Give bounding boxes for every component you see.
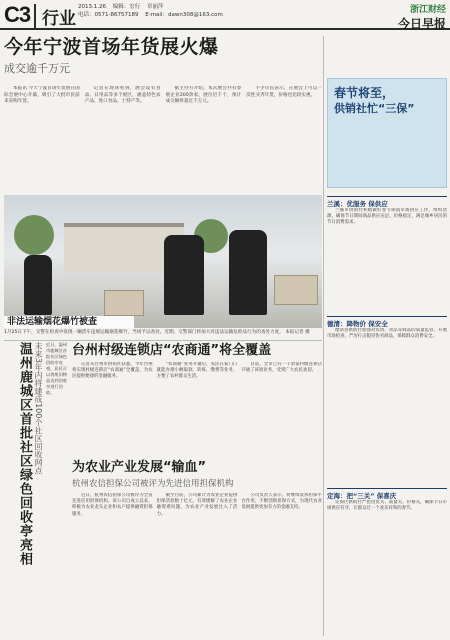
feature-box[interactable] xyxy=(327,78,447,188)
paper-region: 浙江财经 xyxy=(409,5,446,15)
story2-col xyxy=(241,362,322,454)
story1-headline[interactable]: 今年宁波首场年货展火爆 xyxy=(4,36,219,58)
phone: 电话：0571-86757189 xyxy=(78,12,139,18)
opinion-body xyxy=(327,328,447,478)
story3-headline[interactable]: 为农业产业发展“输血” xyxy=(72,460,207,475)
photo-tree xyxy=(14,215,54,255)
editor: 编辑：宏行 xyxy=(112,4,141,10)
opinion-paragraph: 兰溪市供销社积极做好春节期间市场供应工作，组织货源，确保节日期间商品供应充足、价格稳定，满足城乡居民的节日消费需求。 xyxy=(327,208,447,226)
photo-title: 非法运输烟花爆竹被查 xyxy=(4,316,134,328)
story3-paragraph: 近日，杭州农信担保公司被评为全省先进信用担保机构。该公司自成立以来，积极为农业龙头企业和农户提供融资担保服务。 xyxy=(72,493,153,517)
issue-date: 2013.1.26 xyxy=(78,4,106,10)
story-photo xyxy=(4,195,322,328)
section-divider xyxy=(4,340,322,341)
photo-caption: 1月25日下午，交警在检查中发现一辆货车违规运输烟花爆竹，当场予以查处。近期，交警部门将加大对违法运输危险品行为的查处力度。 本报记者 摄 xyxy=(4,330,310,335)
photo-officer xyxy=(229,230,267,315)
opinion-body xyxy=(327,208,447,308)
story3-paragraph: 公司负责人表示，将继续发挥担保平台作用，不断创新担保方式，为现代农业发展提供更加有力的金融支持。 xyxy=(241,493,323,511)
story1-subhead: 成交逾千万元 xyxy=(4,62,70,75)
designer: 章丽萍 xyxy=(147,4,164,10)
paper-brand xyxy=(398,2,446,32)
right-column xyxy=(327,36,447,636)
story2-paragraph: 记者从台州市供销社获悉，今年台州将实现村级连锁店“农商通”全覆盖，为农民提供便捷的金融服务。 xyxy=(72,362,153,380)
story2-body xyxy=(72,362,322,454)
section-name: 行业 xyxy=(34,4,76,29)
story1-header xyxy=(4,36,322,76)
story1-paragraph: 据主办方介绍，本次展会共有参展企业200余家，展位近千个，预计成交额将超过千万元。 xyxy=(165,86,242,104)
story3-col xyxy=(72,493,153,640)
vertical-subhead: 未来3年内将建成100个社区回收网点 xyxy=(34,342,43,475)
story2-col xyxy=(157,362,238,454)
photo-cargo xyxy=(274,275,318,305)
column-divider xyxy=(323,36,324,636)
opinion-body xyxy=(327,500,447,640)
story1-paragraph: 记者在现场看到，展会设有食品、日用品等多个展区，涵盖特色农产品、进口食品、土特产等。 xyxy=(84,86,161,104)
opinion-paragraph: 德清县供销社加强对农资、食品等商品的质量监管，开展市场检查，严厉打击假冒伪劣商品，保障群众消费安全。 xyxy=(327,328,447,340)
masthead xyxy=(0,0,450,30)
story2-headline[interactable]: 台州村级连锁店“农商通”将全覆盖 xyxy=(72,343,272,358)
photo-officer xyxy=(164,235,204,315)
vertical-body: 近日，温州市鹿城区首批社区绿色回收亭亮相，居民可以将废旧物品送到回收亭进行回收。 xyxy=(46,342,67,395)
story2-paragraph: 目前，全市已有一千余家村级连锁店开通了该项业务，受到广大农民欢迎。 xyxy=(241,362,323,374)
opinion-heading[interactable]: 德清：降物价 保安全 xyxy=(327,316,447,328)
section-code: C3 xyxy=(4,2,31,27)
feature-title-line2: 供销社忙“三保” xyxy=(334,102,415,115)
story1-body xyxy=(4,86,322,206)
story2-col xyxy=(72,362,153,454)
lower-stories xyxy=(72,342,322,640)
vertical-story xyxy=(4,342,70,638)
story3-col xyxy=(157,493,238,640)
opinion-heading[interactable]: 定海：把“三关” 保喜庆 xyxy=(327,488,447,500)
story1-paragraph: 本报讯 今天宁波首场年货展在国际会展中心开幕，吸引了大批市民前来采购年货。 xyxy=(4,86,80,104)
vertical-headline[interactable]: 温州鹿城区首批社区绿色回收亭亮相 xyxy=(17,342,32,566)
story3-col xyxy=(241,493,322,640)
opinion-paragraph: 定海区供销社严把进货关、质量关、价格关，确保节日市场供应有序，让群众过一个欢乐祥和的春节。 xyxy=(327,500,447,512)
paper-name: 今日早报 xyxy=(397,17,446,31)
story1-col xyxy=(85,86,161,206)
photo-officer xyxy=(24,255,52,315)
masthead-contact xyxy=(78,12,228,19)
story1-col xyxy=(166,86,242,206)
story1-paragraph: 不少市民表示，在展会上可以一次性买齐年货，价格也比较实惠。 xyxy=(246,86,322,98)
story3-body xyxy=(72,493,322,640)
photo-cargo xyxy=(104,290,144,316)
story3-subhead: 杭州农信担保公司被评为先进信用担保机构 xyxy=(72,479,234,489)
masthead-meta xyxy=(78,4,169,11)
email: E-mail：dawn308@163.com xyxy=(145,12,223,18)
story1-col xyxy=(246,86,322,206)
story3-paragraph: 截至目前，公司累计为农业企业提供担保贷款数十亿元，有效缓解了农业企业融资难问题，为农业产业发展注入了活力。 xyxy=(156,493,238,517)
feature-title-line1: 春节将至， xyxy=(334,86,395,100)
opinion-heading[interactable]: 兰溪：优服务 保供应 xyxy=(327,196,447,208)
story2-paragraph: “农商通”业务开通后，农民在家门口就能办理小额取款、转账、缴费等业务，方便了农村群众生活。 xyxy=(156,362,238,380)
story1-col xyxy=(4,86,80,206)
